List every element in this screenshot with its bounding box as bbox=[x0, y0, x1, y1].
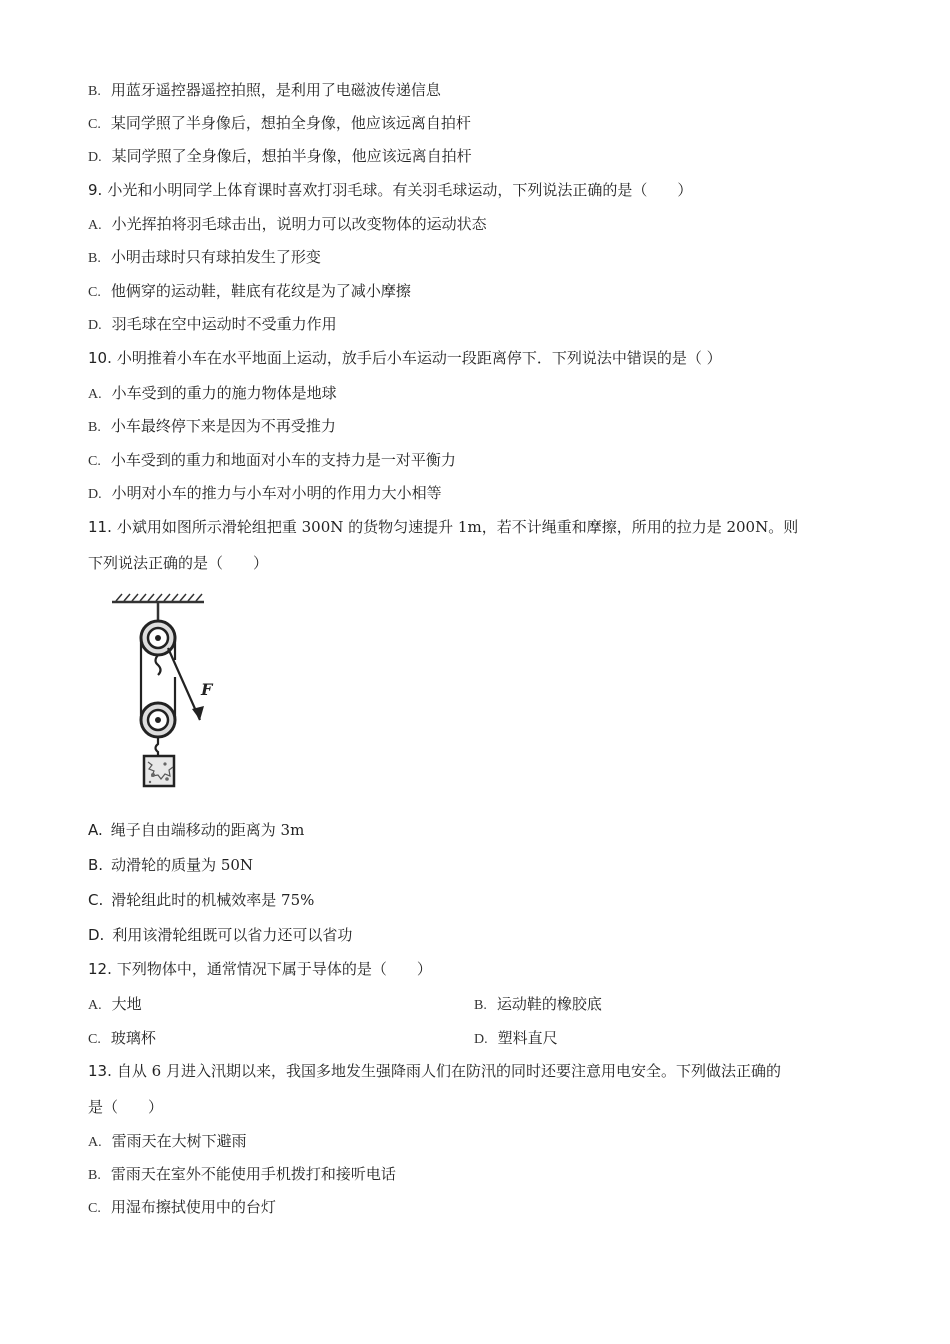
q11-option-a bbox=[88, 820, 304, 840]
option-text: 他俩穿的运动鞋，鞋底有花纹是为了减小摩擦 bbox=[110, 282, 411, 300]
ceiling-hatch bbox=[112, 594, 204, 602]
option-label: A. bbox=[88, 998, 102, 1013]
q9-option-b bbox=[88, 247, 321, 269]
q12-option-a bbox=[88, 994, 142, 1016]
movable-pulley bbox=[141, 703, 175, 737]
q13-stem-line1 bbox=[88, 1061, 781, 1081]
question-text: 下列物体中，通常情况下属于导体的是（ ） bbox=[116, 960, 432, 978]
q13-option-b bbox=[88, 1164, 396, 1186]
option-label: C. bbox=[88, 117, 101, 132]
q8-option-c bbox=[88, 113, 471, 135]
question-text: 小斌用如图所示滑轮组把重 300N 的货物匀速提升 1m，若不计绳重和摩擦，所用的拉力是 200N。则 bbox=[116, 518, 799, 536]
option-text: 小车最终停下来是因为不再受推力 bbox=[110, 417, 336, 435]
q13-stem-line2 bbox=[88, 1097, 163, 1117]
q12-stem bbox=[88, 959, 432, 979]
q11-stem-line1 bbox=[88, 517, 798, 537]
option-text: 某同学照了全身像后，想拍半身像，他应该远离自拍杆 bbox=[111, 147, 472, 165]
option-text: 利用该滑轮组既可以省力还可以省功 bbox=[112, 926, 353, 944]
option-text: 小明击球时只有球拍发生了形变 bbox=[110, 248, 321, 266]
option-text: 小光挥拍将羽毛球击出，说明力可以改变物体的运动状态 bbox=[111, 215, 487, 233]
option-label: D. bbox=[88, 926, 105, 944]
option-label: D. bbox=[88, 318, 102, 333]
option-text: 雷雨天在大树下避雨 bbox=[111, 1132, 247, 1150]
question-text: 小明推着小车在水平地面上运动，放手后小车运动一段距离停下．下列说法中错误的是（ ） bbox=[116, 349, 722, 367]
option-text: 动滑轮的质量为 50N bbox=[111, 856, 254, 874]
q12-option-b bbox=[474, 994, 602, 1016]
q12-option-c bbox=[88, 1028, 156, 1050]
option-text: 运动鞋的橡胶底 bbox=[496, 995, 602, 1013]
force-label: F bbox=[201, 680, 213, 699]
option-text: 雷雨天在室外不能使用手机拨打和接听电话 bbox=[110, 1165, 396, 1183]
question-number: 9. bbox=[88, 181, 103, 199]
option-text: 玻璃杯 bbox=[110, 1029, 156, 1047]
option-text: 小车受到的重力和地面对小车的支持力是一对平衡力 bbox=[110, 451, 456, 469]
option-label: A. bbox=[88, 1135, 102, 1150]
q11-option-d bbox=[88, 925, 352, 945]
option-label: A. bbox=[88, 387, 102, 402]
q9-option-c bbox=[88, 281, 411, 303]
question-number: 10. bbox=[88, 349, 112, 367]
q9-option-d bbox=[88, 314, 337, 336]
q9-stem bbox=[88, 180, 692, 200]
q10-option-c bbox=[88, 450, 456, 472]
option-label: B. bbox=[88, 420, 101, 435]
q8-option-b bbox=[88, 80, 441, 102]
q13-option-c bbox=[88, 1197, 276, 1219]
option-text: 羽毛球在空中运动时不受重力作用 bbox=[111, 315, 337, 333]
option-label: C. bbox=[88, 454, 101, 469]
q11-option-c bbox=[88, 890, 314, 910]
option-text: 用蓝牙遥控器遥控拍照，是利用了电磁波传递信息 bbox=[110, 81, 441, 99]
q12-option-d bbox=[474, 1028, 558, 1050]
option-text: 小车受到的重力的施力物体是地球 bbox=[111, 384, 337, 402]
q13-option-a bbox=[88, 1131, 247, 1153]
q10-option-a bbox=[88, 383, 337, 405]
q10-option-b bbox=[88, 416, 336, 438]
option-text: 滑轮组此时的机械效率是 75% bbox=[111, 891, 315, 909]
option-label: C. bbox=[88, 1032, 101, 1047]
q11-option-b bbox=[88, 855, 253, 875]
option-label: A. bbox=[88, 821, 103, 839]
question-text: 小光和小明同学上体育课时喜欢打羽毛球。有关羽毛球运动，下列说法正确的是（ ） bbox=[107, 181, 693, 199]
question-text: 是（ ） bbox=[88, 1098, 164, 1116]
q8-option-d bbox=[88, 146, 472, 168]
option-label: B. bbox=[88, 856, 104, 874]
option-text: 小明对小车的推力与小车对小明的作用力大小相等 bbox=[111, 484, 442, 502]
q9-option-a bbox=[88, 214, 487, 236]
option-label: B. bbox=[88, 251, 101, 266]
option-label: C. bbox=[88, 891, 104, 909]
option-label: D. bbox=[88, 487, 102, 502]
option-text: 用湿布擦拭使用中的台灯 bbox=[110, 1198, 276, 1216]
question-number: 11. bbox=[88, 518, 112, 536]
option-label: D. bbox=[88, 150, 102, 165]
option-label: B. bbox=[474, 998, 487, 1013]
q10-stem bbox=[88, 348, 722, 368]
pulley-system-figure bbox=[108, 592, 213, 792]
option-text: 某同学照了半身像后，想拍全身像，他应该远离自拍杆 bbox=[110, 114, 471, 132]
question-number: 13. bbox=[88, 1062, 112, 1080]
option-label: D. bbox=[474, 1032, 488, 1047]
load-box bbox=[144, 756, 174, 786]
question-number: 12. bbox=[88, 960, 112, 978]
option-text: 塑料直尺 bbox=[497, 1029, 558, 1047]
question-text: 下列说法正确的是（ ） bbox=[88, 554, 269, 572]
q11-stem-line2 bbox=[88, 553, 268, 573]
q10-option-d bbox=[88, 483, 442, 505]
question-text: 自从 6 月进入汛期以来，我国多地发生强降雨人们在防汛的同时还要注意用电安全。下列做法正确的 bbox=[116, 1062, 781, 1080]
option-text: 大地 bbox=[111, 995, 142, 1013]
option-label: A. bbox=[88, 218, 102, 233]
option-text: 绳子自由端移动的距离为 3m bbox=[110, 821, 305, 839]
option-label: B. bbox=[88, 1168, 101, 1183]
option-label: C. bbox=[88, 1201, 101, 1216]
option-label: B. bbox=[88, 84, 101, 99]
option-label: C. bbox=[88, 285, 101, 300]
